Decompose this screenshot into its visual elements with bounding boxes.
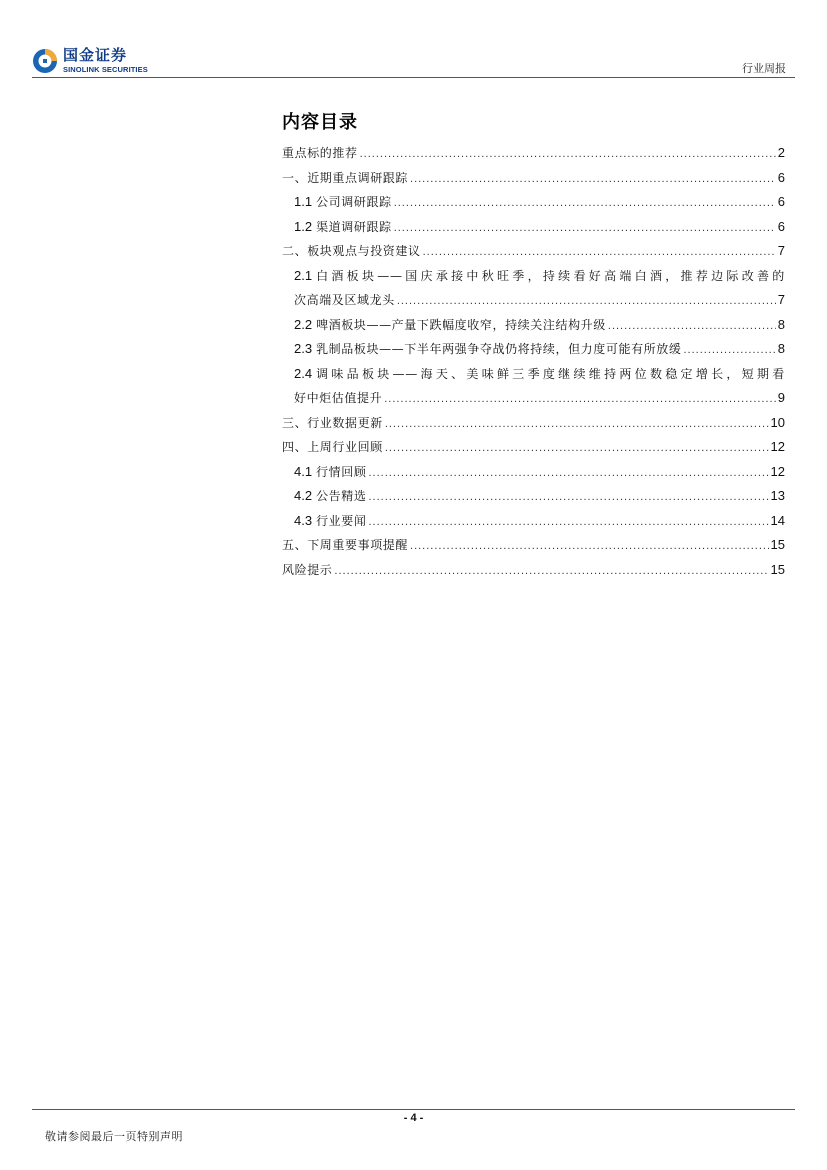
header-divider	[32, 77, 795, 78]
logo-english-name: SINOLINK SECURITIES	[63, 65, 148, 74]
toc-entry-title: 行业要闻	[316, 513, 367, 528]
toc-dot-leader	[368, 461, 768, 486]
toc-entry[interactable]	[282, 239, 785, 264]
toc-entry-title: 次高端及区域龙头	[294, 293, 395, 307]
sinolink-logo	[32, 46, 162, 78]
report-type-label: 行业周报	[742, 62, 786, 75]
toc-dot-leader	[360, 142, 776, 167]
toc-dot-leader	[397, 289, 776, 314]
toc-entry-page: 8	[777, 316, 785, 332]
toc-entry-title: 公司调研跟踪	[316, 195, 392, 209]
toc-dot-leader	[423, 240, 776, 265]
toc-dot-leader	[385, 436, 769, 461]
page-header	[0, 0, 827, 80]
toc-entry[interactable]	[282, 288, 785, 313]
toc-entry[interactable]	[282, 533, 785, 558]
toc-entry[interactable]	[282, 313, 785, 338]
toc-entry-page: 6	[777, 194, 785, 209]
toc-entry-title: 四、上周行业回顾	[282, 440, 383, 454]
toc-entry-page: 15	[770, 561, 785, 577]
toc-entry-number: 2.4	[294, 365, 313, 381]
footer-disclaimer: 敬请参阅最后一页特别声明	[45, 1130, 183, 1143]
toc-entry[interactable]	[282, 386, 785, 411]
toc-dot-leader	[368, 485, 768, 510]
toc-entry-number: 2.3	[294, 341, 313, 356]
toc-entry-page: 12	[770, 439, 785, 454]
toc-dot-leader	[384, 387, 776, 412]
toc-entry-title: 公告精选	[316, 489, 367, 503]
logo-chinese-name: 国金证券	[63, 46, 128, 64]
toc-entry-page: 7	[777, 243, 785, 258]
toc-entry[interactable]	[282, 190, 785, 215]
toc-entry-page: 14	[770, 512, 785, 528]
toc-entry[interactable]	[282, 141, 785, 166]
toc-entry-title: 重点标的推荐	[282, 146, 358, 160]
toc-entry[interactable]	[282, 411, 785, 436]
toc-entry-page: 8	[777, 341, 785, 356]
toc-title: 内容目录	[282, 112, 358, 133]
toc-dot-leader	[394, 216, 776, 241]
toc-entry-page: 13	[770, 488, 785, 503]
toc-entry[interactable]	[282, 509, 785, 534]
footer-divider	[32, 1109, 795, 1110]
toc-entry-title: 三、行业数据更新	[282, 415, 383, 430]
toc-entry-title: 调味品板块——海天、美味鲜三季度继续维持两位数稳定增长，短期看	[316, 366, 785, 381]
toc-entry-title: 白酒板块——国庆承接中秋旺季，持续看好高端白酒，推荐边际改善的	[316, 268, 785, 283]
toc-entry[interactable]	[282, 362, 785, 387]
toc-entry-title: 渠道调研跟踪	[316, 219, 392, 234]
toc-entry-page: 2	[777, 145, 785, 160]
toc-entry-page: 6	[777, 169, 785, 185]
toc-dot-leader	[683, 338, 775, 363]
toc-entry[interactable]	[282, 558, 785, 583]
toc-entry-number: 2.1	[294, 267, 313, 283]
toc-entry-number: 4.2	[294, 488, 313, 503]
toc-entry-page: 12	[770, 463, 785, 479]
toc-dot-leader	[410, 534, 769, 559]
toc-entry[interactable]	[282, 460, 785, 485]
toc-dot-leader	[394, 191, 776, 216]
toc-entry-number: 1.2	[294, 218, 313, 234]
toc-entry-number: 4.3	[294, 512, 313, 528]
toc-dot-leader	[608, 314, 776, 339]
toc-entry-title: 风险提示	[282, 562, 333, 577]
toc-entry-title: 乳制品板块——下半年两强争夺战仍将持续，但力度可能有所放缓	[316, 342, 682, 356]
toc-entry-title: 一、近期重点调研跟踪	[282, 170, 409, 185]
toc-entry-page: 7	[777, 292, 785, 307]
toc-dot-leader	[368, 510, 768, 535]
toc-entry-page: 15	[770, 537, 785, 552]
toc-entry-number: 1.1	[294, 194, 313, 209]
toc-entry-title: 好中炬估值提升	[294, 391, 383, 405]
page-number: - 4 -	[403, 1112, 424, 1124]
toc-entry-title: 二、板块观点与投资建议	[282, 244, 421, 258]
toc-entry-title: 五、下周重要事项提醒	[282, 538, 409, 552]
toc-entry[interactable]	[282, 215, 785, 240]
toc-dot-leader	[385, 412, 769, 437]
toc-entry-number: 4.1	[294, 463, 313, 479]
toc-entry-title: 行情回顾	[316, 464, 367, 479]
toc-entry[interactable]	[282, 484, 785, 509]
toc-entry[interactable]	[282, 337, 785, 362]
toc-dot-leader	[410, 167, 776, 192]
toc-entry[interactable]	[282, 435, 785, 460]
toc-entry-number: 2.2	[294, 316, 313, 332]
table-of-contents	[282, 141, 785, 582]
toc-entry[interactable]	[282, 166, 785, 191]
toc-entry-page: 9	[777, 390, 785, 405]
toc-entry[interactable]	[282, 264, 785, 289]
toc-entry-page: 10	[770, 414, 785, 430]
toc-entry-title: 啤酒板块——产量下跌幅度收窄，持续关注结构升级	[316, 317, 606, 332]
toc-entry-page: 6	[777, 218, 785, 234]
logo-mark-icon	[32, 48, 58, 74]
toc-dot-leader	[334, 559, 768, 584]
